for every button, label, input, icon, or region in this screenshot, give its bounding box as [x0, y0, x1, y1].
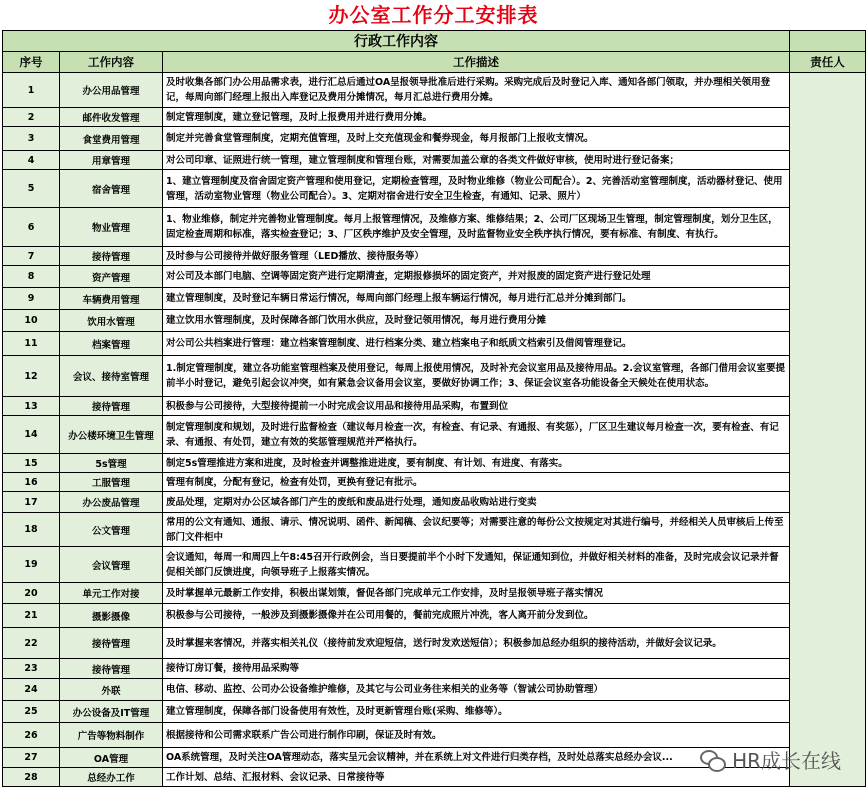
row-item: 宿舍管理	[60, 170, 163, 208]
table-row	[3, 170, 866, 208]
row-item: 会议、接待室管理	[60, 356, 163, 397]
row-description: 及时掌握来客情况，并落实相关礼仪（接待前发欢迎短信，送行时发欢送短信）；积极参加总经办组织的接待活动，并做好会议记录。	[163, 628, 790, 659]
row-description: 工作计划、总结、汇报材料、会议记录、日常接待等	[163, 768, 790, 787]
row-description: 接待订房订餐，接待用品采购等	[163, 659, 790, 679]
row-number: 1	[3, 73, 60, 108]
row-description: 建立管理制度，保障各部门设备使用有效性，及时更新管理台账(采购、维修等）。	[163, 701, 790, 723]
table-row	[3, 547, 866, 583]
header-no: 序号	[3, 52, 60, 73]
row-item: 单元工作对接	[60, 583, 163, 604]
row-number: 2	[3, 108, 60, 127]
row-number: 25	[3, 701, 60, 723]
row-item: 摄影摄像	[60, 604, 163, 628]
page-title: 办公室工作分工安排表	[328, 3, 539, 27]
header-resp: 责任人	[790, 52, 866, 73]
table-row	[3, 628, 866, 659]
table-row	[3, 73, 866, 108]
row-number: 24	[3, 679, 60, 701]
row-description: 管理有制度，分配有登记，检查有处罚，更换有登记有批示。	[163, 473, 790, 492]
table-row	[3, 768, 866, 787]
row-item: 邮件收发管理	[60, 108, 163, 127]
table-row	[3, 356, 866, 397]
row-description: 对公司公共档案进行管理：建立档案管理制度、进行档案分类、建立档案电子和纸质文档索引及借阅管理登记。	[163, 332, 790, 356]
row-item: 公文管理	[60, 513, 163, 547]
row-description: 制定管理制度，建立登记管理，及时上报费用并进行费用分摊。	[163, 108, 790, 127]
table-row	[3, 604, 866, 628]
table-row	[3, 492, 866, 513]
table-row	[3, 397, 866, 416]
row-number: 5	[3, 170, 60, 208]
row-item: 档案管理	[60, 332, 163, 356]
row-item: 资产管理	[60, 266, 163, 288]
table-row	[3, 310, 866, 332]
table-row	[3, 288, 866, 310]
row-item: 办公楼环境卫生管理	[60, 416, 163, 454]
row-description: 1、物业维修，制定并完善物业管理制度。每月上报管理情况，及维修方案、维修结果；2、公司厂区现场卫生管理，制定管理制度，划分卫生区，固定检查周期和标准，落实检查登记；3、厂区秩序维护及安全管理，及时监督物业安全秩序执行情况，要有标准、有制度、有执行。	[163, 208, 790, 247]
row-description: 制定并完善食堂管理制度，定期充值管理，及时上交充值现金和餐券现金，每月报部门上报收支情况。	[163, 127, 790, 151]
row-item: 车辆费用管理	[60, 288, 163, 310]
header-item: 工作内容	[60, 52, 163, 73]
schedule-table	[2, 30, 866, 787]
row-item: 广告等物料制作	[60, 723, 163, 748]
table-row	[3, 108, 866, 127]
row-description: 积极参与公司接待，一般涉及到摄影摄像并在公司用餐的，餐前完成照片冲洗，客人离开前分发到位。	[163, 604, 790, 628]
row-number: 10	[3, 310, 60, 332]
row-description: 制定管理制度和规划，及时进行监督检查（建议每月检查一次，有检查、有记录、有通报、有奖惩），厂区卫生建议每月检查一次，要有检查、有记录、有通报、有处罚，建立有效的奖惩管理规范并严格执行。	[163, 416, 790, 454]
table-row	[3, 748, 866, 768]
row-number: 3	[3, 127, 60, 151]
row-item: 办公设备及IT管理	[60, 701, 163, 723]
row-number: 16	[3, 473, 60, 492]
row-description: 常用的公文有通知、通报、请示、情况说明、函件、新闻稿、会议纪要等；对需要注意的每份公文按规定对其进行编号，并经相关人员审核后上传至部门文件柜中	[163, 513, 790, 547]
row-description: 建立管理制度，及时登记车辆日常运行情况，每周向部门经理上报车辆运行情况，每月进行汇总并分摊到部门。	[163, 288, 790, 310]
subtitle-blank	[790, 31, 866, 52]
row-description: 废品处理，定期对办公区域各部门产生的废纸和废品进行处理，通知废品收购站进行变卖	[163, 492, 790, 513]
table-row	[3, 208, 866, 247]
row-number: 20	[3, 583, 60, 604]
row-description: 及时参与公司接待并做好服务管理（LED播放、接待服务等）	[163, 247, 790, 266]
row-item: 接待管理	[60, 247, 163, 266]
row-item: 接待管理	[60, 659, 163, 679]
table-row	[3, 266, 866, 288]
row-number: 13	[3, 397, 60, 416]
row-item: OA管理	[60, 748, 163, 768]
row-description: 电信、移动、监控、公司办公设备维护维修，及其它与公司业务往来相关的业务等（智诚公司协助管理）	[163, 679, 790, 701]
row-description: OA系统管理，及时关注OA管理动态，落实呈元会议精神，并在系统上对文件进行归类存档，及时处总落实总经办会议...	[163, 748, 790, 768]
table-row	[3, 332, 866, 356]
row-number: 27	[3, 748, 60, 768]
table-row	[3, 416, 866, 454]
table-row	[3, 247, 866, 266]
row-item: 接待管理	[60, 628, 163, 659]
row-number: 14	[3, 416, 60, 454]
table-row	[3, 454, 866, 473]
row-description: 对公司印章、证照进行统一管理，建立管理制度和管理台账，对需要加盖公章的各类文件做好审核，使用时进行登记备案；	[163, 151, 790, 170]
row-description: 1、建立管理制度及宿舍固定资产管理和使用登记，定期检查管理，及时物业维修（物业公司配合）。2、完善活动室管理制度，活动器材登记、使用管理，活动室物业管理（物业公司配合）。3、定期对宿舍进行安全卫生检查，有通知、记录、照片）	[163, 170, 790, 208]
row-responsible	[790, 73, 866, 787]
row-item: 物业管理	[60, 208, 163, 247]
row-description: 制定5s管理推进方案和进度，及时检查并调整推进进度，要有制度、有计划、有进度、有落实。	[163, 454, 790, 473]
row-description: 会议通知，每周一和周四上午8:45召开行政例会，当日要提前半个小时下发通知，保证通知到位，并做好相关材料的准备，及时完成会议记录并督促相关部门反馈进度，向领导班子上报落实情况。	[163, 547, 790, 583]
row-description: 及时掌握单元最新工作安排，积极出谋划策，督促各部门完成单元工作安排，及时呈报领导班子落实情况	[163, 583, 790, 604]
subtitle-row	[3, 31, 866, 52]
row-number: 18	[3, 513, 60, 547]
row-description: 1.制定管理制度，建立各功能室管理档案及使用登记，每周上报使用情况，及时补充会议室用品及接待用品。2.会议室管理，各部门借用会议室要提前半小时登记，避免引起会议冲突，如有紧急会议备用会议室，要做好协调工作；3、保证会议室各功能设备全天候处在使用状态。	[163, 356, 790, 397]
row-number: 7	[3, 247, 60, 266]
row-item: 5s管理	[60, 454, 163, 473]
row-item: 会议管理	[60, 547, 163, 583]
worksheet	[2, 0, 865, 787]
row-number: 8	[3, 266, 60, 288]
row-item: 食堂费用管理	[60, 127, 163, 151]
row-number: 11	[3, 332, 60, 356]
row-number: 23	[3, 659, 60, 679]
table-row	[3, 513, 866, 547]
table-row	[3, 583, 866, 604]
row-item: 用章管理	[60, 151, 163, 170]
row-item: 办公废品管理	[60, 492, 163, 513]
row-item: 办公用品管理	[60, 73, 163, 108]
row-number: 22	[3, 628, 60, 659]
table-row	[3, 723, 866, 748]
row-description: 及时收集各部门办公用品需求表，进行汇总后通过OA呈报领导批准后进行采购。采购完成后及时登记入库、通知各部门领取，并办理相关领用登记，每周向部门经理上报出入库登记及费用分摊情况，每月汇总进行费用分摊。	[163, 73, 790, 108]
row-description: 对公司及本部门电脑、空调等固定资产进行定期清查，定期报修损坏的固定资产，并对报废的固定资产进行登记处理	[163, 266, 790, 288]
row-number: 9	[3, 288, 60, 310]
row-item: 工服管理	[60, 473, 163, 492]
row-number: 15	[3, 454, 60, 473]
row-number: 26	[3, 723, 60, 748]
row-item: 总经办工作	[60, 768, 163, 787]
row-number: 6	[3, 208, 60, 247]
row-number: 21	[3, 604, 60, 628]
row-number: 4	[3, 151, 60, 170]
table-row	[3, 473, 866, 492]
row-description: 根据接待和公司需求联系广告公司进行制作印刷，保证及时有效。	[163, 723, 790, 748]
row-description: 积极参与公司接待，大型接待提前一小时完成会议用品和接待用品采购，布置到位	[163, 397, 790, 416]
row-item: 外联	[60, 679, 163, 701]
table-row	[3, 701, 866, 723]
row-item: 饮用水管理	[60, 310, 163, 332]
row-item: 接待管理	[60, 397, 163, 416]
row-number: 17	[3, 492, 60, 513]
row-number: 19	[3, 547, 60, 583]
section-title: 行政工作内容	[3, 31, 790, 52]
table-row	[3, 151, 866, 170]
header-desc: 工作描述	[163, 52, 790, 73]
row-description: 建立饮用水管理制度，及时保障各部门饮用水供应，及时登记领用情况，每月进行费用分摊	[163, 310, 790, 332]
table-row	[3, 679, 866, 701]
table-row	[3, 659, 866, 679]
row-number: 28	[3, 768, 60, 787]
header-row	[3, 52, 866, 73]
table-row	[3, 127, 866, 151]
row-number: 12	[3, 356, 60, 397]
watermark-text: HR成长在线	[732, 749, 841, 773]
